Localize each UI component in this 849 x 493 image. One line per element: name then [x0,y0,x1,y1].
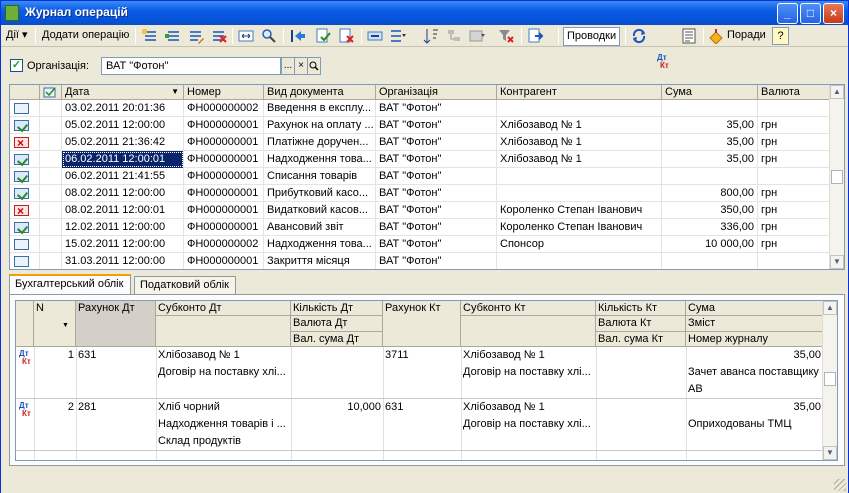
row-contractor: Хлібозавод № 1 [497,151,662,168]
row-currency [758,253,831,270]
sort-desc-icon: ▼ [62,322,69,329]
row-sum [662,253,758,270]
entry-subconto-dt-2: Надходження товарів і ... [158,418,286,430]
add-operation-button[interactable]: Додати операцію [42,29,130,41]
entries-scrollbar[interactable] [822,301,837,460]
search-icon[interactable] [261,28,277,44]
row-divider [16,450,823,451]
toolbar-separator [558,28,559,44]
scroll-down-button[interactable]: ▼ [823,446,837,460]
posted-document-icon [14,188,29,199]
row-currency: грн [758,219,831,236]
row-organization: ВАТ "Фотон" [376,168,497,185]
row-sum: 35,00 [662,117,758,134]
row-doc-type: Списання товарів [264,168,376,185]
row-contractor: Спонсор [497,236,662,253]
kt-icon-label: Кт [660,61,669,70]
entries-header-acc-kt[interactable]: Рахунок Кт [383,301,461,347]
row-doc-type: Введення в експлу... [264,100,376,117]
entries-header-cur-sum-kt[interactable]: Вал. сума Кт [596,332,686,347]
row-organization: ВАТ "Фотон" [376,185,497,202]
entry-row[interactable] [16,399,823,450]
row-sum: 35,00 [662,134,758,151]
row-number: ФН000000001 [184,185,264,202]
minimize-button[interactable]: _ [777,3,798,24]
journal-row[interactable] [10,134,831,151]
row-currency [758,100,831,117]
entries-table[interactable] [15,300,838,461]
row-status-cell [10,117,40,134]
header-date[interactable] [62,85,184,100]
posted-filter-icon [43,86,57,98]
row-sum: 35,00 [662,151,758,168]
entries-header-subconto-kt[interactable]: Субконто Кт [461,301,596,316]
title-bar[interactable] [1,1,848,25]
row-status-cell [10,151,40,168]
entry-journal-no: АВ [688,383,703,395]
journal-row[interactable] [10,185,831,202]
row-status-cell [10,236,40,253]
toolbar-separator [703,28,704,44]
row-doc-type: Видатковий касов... [264,202,376,219]
header-contractor[interactable]: Контрагент [497,85,662,100]
row-date: 03.02.2011 20:01:36 [62,100,184,117]
toolbar-separator [521,28,522,44]
entry-subconto-dt-1: Хліб чорний [158,401,220,413]
entries-header-icon [16,301,34,347]
row-currency: грн [758,151,831,168]
row-contractor [497,168,662,185]
tab-accounting[interactable]: Бухгалтерський облік [9,274,131,295]
row-posted-cell [40,202,62,219]
row-sum: 336,00 [662,219,758,236]
row-number: ФН000000001 [184,168,264,185]
row-contractor [497,100,662,117]
row-doc-type: Прибутковий касо... [264,185,376,202]
header-number[interactable]: Номер [184,85,264,100]
toolbar-separator [283,28,284,44]
refresh-icon[interactable] [631,28,647,44]
hierarchy-icon[interactable] [446,28,462,44]
row-date: 15.02.2011 12:00:00 [62,236,184,253]
toolbar-separator [232,28,233,44]
unpost-document-icon[interactable] [338,28,354,44]
row-number: ФН000000001 [184,219,264,236]
row-doc-type: Платіжне доручен... [264,134,376,151]
tips-button[interactable]: Поради [727,29,766,41]
header-date-label: Дата [65,86,90,98]
journal-row[interactable] [10,100,831,117]
entry-acc-dt: 281 [78,401,97,413]
header-posted-cell[interactable] [40,85,62,100]
row-doc-type: Авансовий звіт [264,219,376,236]
entries-header-currency-dt[interactable]: Валюта Дт [291,316,383,332]
header-currency[interactable]: Валюта [758,85,831,100]
scroll-thumb[interactable] [831,170,843,184]
journal-table[interactable] [9,84,845,270]
scroll-up-button[interactable]: ▲ [830,85,844,99]
entry-subconto-dt-1: Хлібозавод № 1 [158,349,240,361]
organization-select-button[interactable]: ... [281,57,295,75]
row-date: 08.02.2011 12:00:01 [62,202,184,219]
journal-row[interactable] [10,168,831,185]
row-date: 31.03.2011 12:00:00 [62,253,184,270]
entries-header-subconto-kt-blank [461,316,596,347]
row-contractor: Короленко Степан Іванович [497,219,662,236]
row-date: 08.02.2011 12:00:00 [62,185,184,202]
entries-header-n-label: N [36,302,44,314]
row-currency: грн [758,236,831,253]
header-doc-type[interactable]: Вид документа [264,85,376,100]
row-currency: грн [758,134,831,151]
entry-subconto-dt-2: Договір на поставку хлі... [158,366,286,378]
journal-row[interactable] [10,236,831,253]
kt-icon-label: Кт [22,357,31,366]
row-date: 12.02.2011 12:00:00 [62,219,184,236]
row-sum: 10 000,00 [662,236,758,253]
deleted-document-icon [14,205,29,216]
row-sum: 350,00 [662,202,758,219]
row-posted-cell [40,134,62,151]
entries-header-sum[interactable]: Сума [686,301,823,316]
post-document-icon[interactable] [315,28,331,44]
close-button[interactable]: × [823,3,844,24]
row-date: 05.02.2011 12:00:00 [62,117,184,134]
row-sum: 800,00 [662,185,758,202]
list-settings-icon[interactable] [390,28,406,44]
row-currency: грн [758,185,831,202]
entry-acc-kt: 631 [385,401,404,413]
row-status-cell [10,134,40,151]
entries-header-content[interactable]: Зміст [686,316,823,332]
entries-header-currency-kt[interactable]: Валюта Кт [596,316,686,332]
row-organization: ВАТ "Фотон" [376,151,497,168]
row-posted-cell [40,100,62,117]
row-doc-type: Надходження това... [264,236,376,253]
row-number: ФН000000001 [184,134,264,151]
window-title: Журнал операцій [25,5,128,19]
row-status-cell [10,185,40,202]
organization-label: Організація: [27,60,89,72]
dt-icon-label: Дт [19,401,29,410]
row-organization: ВАТ "Фотон" [376,134,497,151]
posted-document-icon [14,154,29,165]
actions-label: Дії [6,29,19,41]
status-area [1,469,848,493]
row-number: ФН000000001 [184,117,264,134]
dt-icon-label: Дт [657,53,667,62]
row-organization: ВАТ "Фотон" [376,202,497,219]
row-organization: ВАТ "Фотон" [376,117,497,134]
sort-desc-icon: ▼ [171,87,179,96]
organization-filter [1,49,848,83]
entry-qty-dt: 10,000 [347,401,381,413]
row-organization: ВАТ "Фотон" [376,100,497,117]
entry-n: 1 [67,349,74,361]
report-icon[interactable] [681,28,697,44]
tab-tax-accounting[interactable]: Податковий облік [134,276,236,295]
organization-checkbox[interactable]: ✓ [11,59,22,71]
scroll-down-button[interactable]: ▼ [830,255,844,269]
row-contractor [497,253,662,270]
scroll-thumb[interactable] [824,372,836,386]
row-doc-type: Рахунок на оплату ... [264,117,376,134]
row-contractor: Короленко Степан Іванович [497,202,662,219]
entry-qty-dt [291,347,383,363]
row-organization: ВАТ "Фотон" [376,253,497,270]
row-posted-cell [40,117,62,134]
journal-row[interactable] [10,253,831,270]
toolbar-separator [361,28,362,44]
add-row-icon[interactable] [142,28,158,44]
create-based-on-icon[interactable] [528,28,544,44]
row-contractor: Хлібозавод № 1 [497,117,662,134]
sort-icon[interactable] [423,28,439,44]
entries-header-subconto-dt-blank [156,316,291,347]
row-currency [758,168,831,185]
entries-header-qty-kt[interactable]: Кількість Кт [596,301,686,316]
header-icon-cell [10,85,40,100]
filter-settings-icon[interactable] [469,28,485,44]
interval-icon[interactable] [238,28,254,44]
entry-n: 2 [67,401,74,413]
journal-row[interactable] [10,151,831,168]
entry-subconto-dt-3: Склад продуктів [158,435,242,447]
row-status-cell [10,253,40,270]
entry-content: Оприходованы ТМЦ [688,418,792,430]
header-organization[interactable]: Організація [376,85,497,100]
toolbar-separator [135,28,136,44]
entries-header-subconto-dt[interactable]: Субконто Дт [156,301,291,316]
organization-clear-button[interactable]: × [294,57,308,75]
row-status-cell [10,219,40,236]
deleted-document-icon [14,137,29,148]
delete-row-icon[interactable] [211,28,227,44]
journal-row[interactable] [10,219,831,236]
row-number: ФН000000002 [184,100,264,117]
entry-sum: 35,00 [793,401,821,413]
organization-search-button[interactable] [307,57,321,75]
resize-grip-icon[interactable] [834,479,846,491]
row-currency: грн [758,117,831,134]
row-organization: ВАТ "Фотон" [376,236,497,253]
copy-row-icon[interactable] [165,28,181,44]
entries-header-n[interactable] [34,301,76,347]
header-sum[interactable]: Сума [662,85,758,100]
row-posted-cell [40,253,62,270]
row-contractor: Хлібозавод № 1 [497,134,662,151]
row-contractor [497,185,662,202]
posted-document-icon [14,222,29,233]
row-doc-type: Закриття місяця [264,253,376,270]
entries-header-acc-dt[interactable]: Рахунок Дт [76,301,156,347]
row-posted-cell [40,168,62,185]
entry-sum: 35,00 [793,349,821,361]
tips-icon[interactable] [708,28,724,44]
entry-subconto-kt-1: Хлібозавод № 1 [463,349,545,361]
organization-field[interactable]: ВАТ "Фотон" [101,57,281,75]
toolbar-separator [625,28,626,44]
entry-subconto-kt-1: Хлібозавод № 1 [463,401,545,413]
row-organization: ВАТ "Фотон" [376,219,497,236]
entry-acc-dt: 631 [78,349,97,361]
postings-button[interactable]: Проводки [563,27,620,46]
entries-header-cur-sum-dt[interactable]: Вал. сума Дт [291,332,383,347]
entry-acc-kt: 3711 [385,349,409,361]
row-status-cell [10,168,40,185]
posted-document-icon [14,171,29,182]
row-posted-cell [40,185,62,202]
journal-row[interactable] [10,117,831,134]
row-date: 06.02.2011 21:41:55 [62,168,184,185]
row-posted-cell [40,236,62,253]
scroll-up-button[interactable]: ▲ [823,301,837,315]
entries-header-qty-dt[interactable]: Кількість Дт [291,301,383,316]
document-icon [14,239,29,250]
row-status-cell [10,100,40,117]
app-icon [5,5,19,21]
dt-icon-label: Дт [19,349,29,358]
maximize-button[interactable]: □ [800,3,821,24]
clear-filter-icon[interactable] [498,28,514,44]
entries-header-journal-no[interactable]: Номер журналу [686,332,823,347]
entry-subconto-kt-2: Договір на поставку хлі... [463,366,591,378]
go-back-icon[interactable] [290,28,306,44]
posted-document-icon [14,120,29,131]
row-status-cell [10,202,40,219]
kt-icon-label: Кт [22,409,31,418]
entry-row[interactable] [16,347,823,398]
journal-scrollbar[interactable] [829,85,844,269]
journal-header-row [10,85,831,100]
entry-subconto-kt-2: Договір на поставку хлі... [463,418,591,430]
row-sum [662,168,758,185]
toolbar-separator [35,28,36,44]
row-number: ФН000000001 [184,202,264,219]
document-icon [14,103,29,114]
row-sum [662,100,758,117]
edit-row-icon[interactable] [188,28,204,44]
actions-menu-button[interactable]: Дії ▾ [6,29,28,41]
row-currency: грн [758,202,831,219]
row-date: 06.02.2011 12:00:01 [62,151,184,168]
row-doc-type: Надходження това... [264,151,376,168]
magnifier-icon [309,61,319,71]
entry-content: Зачет аванса поставщику [688,366,819,378]
help-button[interactable]: ? [772,27,789,45]
row-number: ФН000000002 [184,236,264,253]
row-posted-cell [40,219,62,236]
row-number: ФН000000001 [184,151,264,168]
document-icon [14,256,29,267]
row-date: 05.02.2011 21:36:42 [62,134,184,151]
entry-dt-kt-icon [19,402,31,418]
entry-dt-kt-icon [19,350,31,366]
row-number: ФН000000001 [184,253,264,270]
journal-row[interactable] [10,202,831,219]
row-posted-cell [40,151,62,168]
structure-icon[interactable] [367,28,383,44]
